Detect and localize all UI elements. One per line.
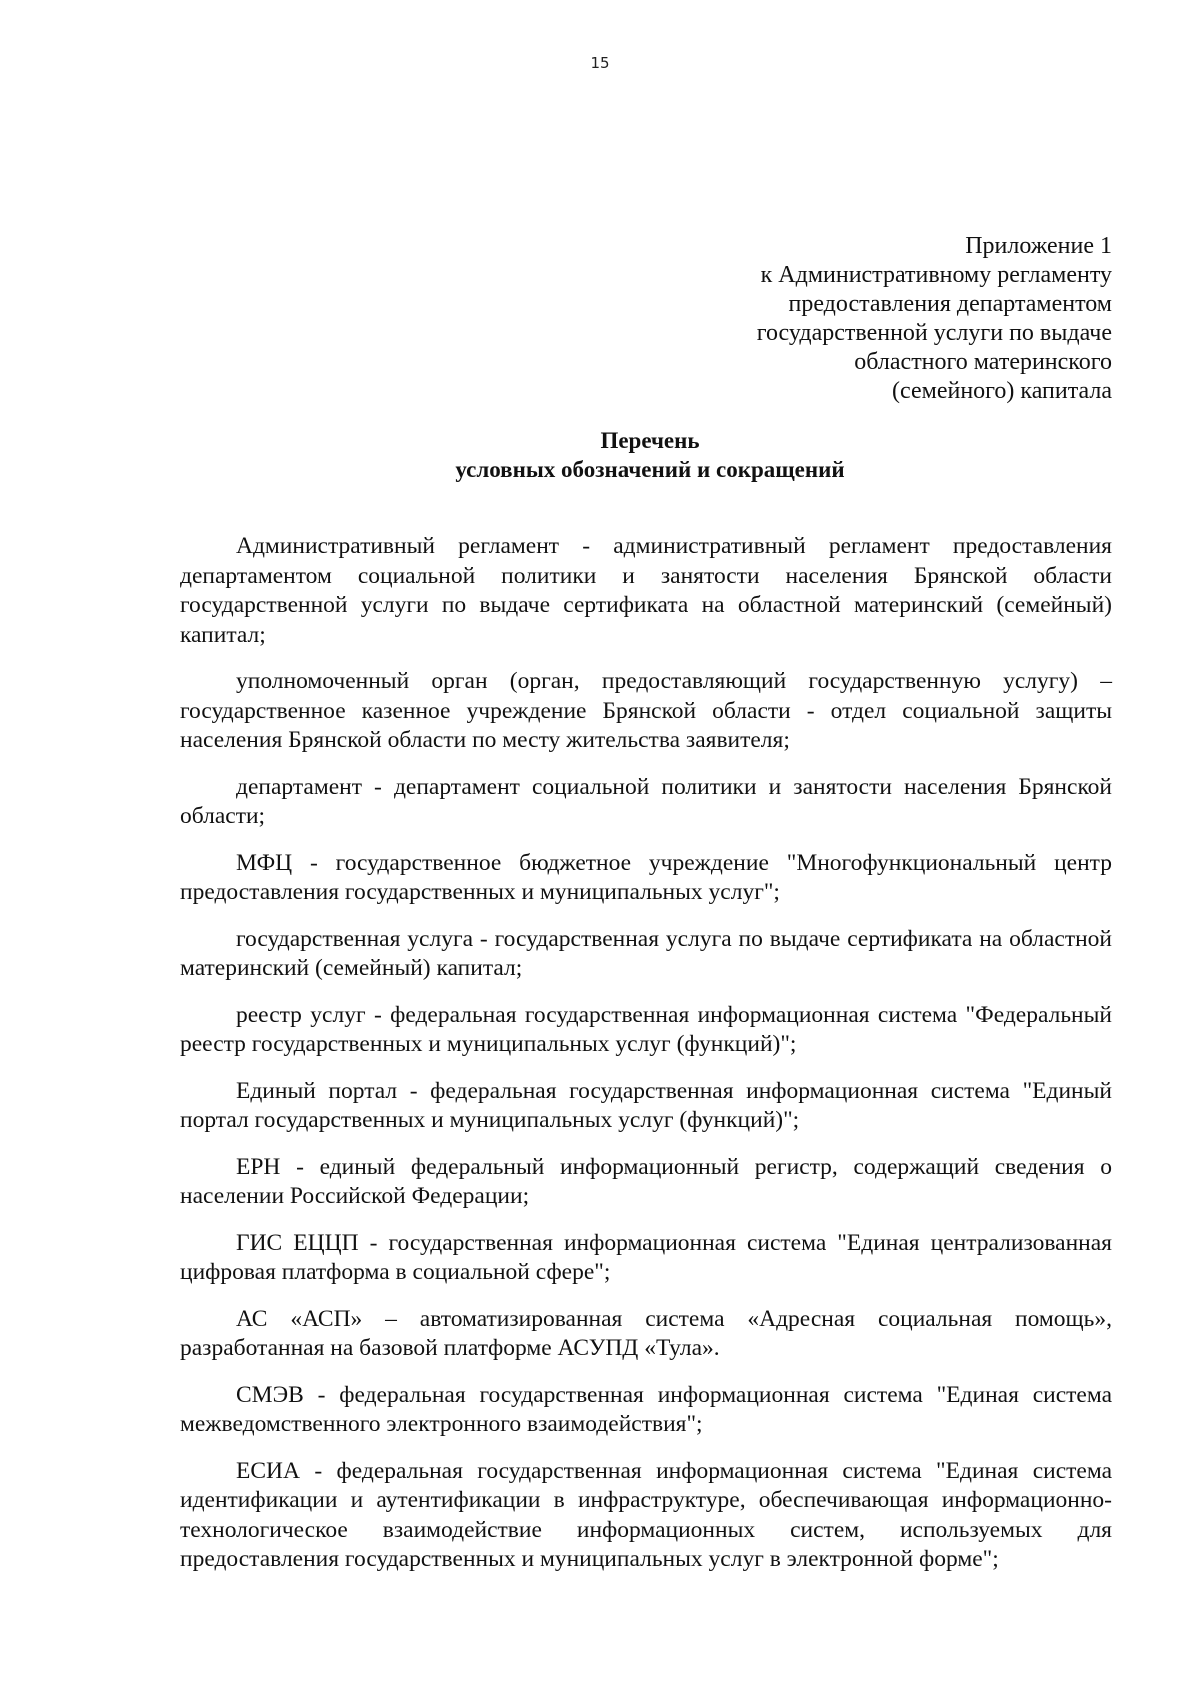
definition-paragraph: реестр услуг - федеральная государственная информационная система "Федеральный реестр государственных и муниципальных услуг (функций)"; bbox=[180, 1001, 1112, 1057]
definition-paragraph: ЕРН - единый федеральный информационный регистр, содержащий сведения о населении Российской Федерации; bbox=[180, 1153, 1112, 1209]
definition-paragraph: государственная услуга - государственная услуга по выдаче сертификата на областной материнский (семейный) капитал; bbox=[180, 925, 1112, 981]
appendix-line: (семейного) капитала bbox=[892, 378, 1112, 404]
definition-paragraph: СМЭВ - федеральная государственная информационная система "Единая система межведомственного электронного взаимодействия"; bbox=[180, 1381, 1112, 1437]
appendix-header bbox=[652, 232, 1112, 406]
heading-title: Перечень bbox=[600, 428, 700, 453]
appendix-line: предоставления департаментом bbox=[788, 291, 1112, 317]
definition-paragraph: Административный регламент - административный регламент предоставления департаментом социальной политики и занятости населения Брянской области государственной услуги по выдаче сертификата на областной материнский (семейный) капитал; bbox=[180, 533, 1112, 648]
appendix-line: государственной услуги по выдаче bbox=[756, 320, 1112, 346]
page-number: 15 bbox=[590, 54, 610, 72]
definition-paragraph: МФЦ - государственное бюджетное учреждение "Многофункциональный центр предоставления государственных и муниципальных услуг"; bbox=[180, 849, 1112, 905]
definition-paragraph: ЕСИА - федеральная государственная информационная система "Единая система идентификации и аутентификации в инфраструктуре, обеспечивающая информационно-технологическое взаимодействие информационных систем, используемых для предоставления государственных и муниципальных услуг в электронной форме"; bbox=[180, 1457, 1112, 1572]
definition-paragraph: АС «АСП» – автоматизированная система «Адресная социальная помощь», разработанная на базовой платформе АСУПД «Тула». bbox=[180, 1305, 1112, 1361]
appendix-line: Приложение 1 bbox=[965, 233, 1112, 259]
appendix-line: областного материнского bbox=[854, 349, 1112, 375]
appendix-line: к Административному регламенту bbox=[760, 262, 1112, 288]
definition-paragraph: ГИС ЕЦЦП - государственная информационная система "Единая централизованная цифровая платформа в социальной сфере"; bbox=[180, 1229, 1112, 1285]
heading-subtitle: условных обозначений и сокращений bbox=[455, 457, 845, 482]
document-heading bbox=[0, 426, 1200, 484]
definition-paragraph: Единый портал - федеральная государственная информационная система "Единый портал государственных и муниципальных услуг (функций)"; bbox=[180, 1077, 1112, 1133]
definition-paragraph: уполномоченный орган (орган, предоставляющий государственную услугу) – государственное казенное учреждение Брянской области - отдел социальной защиты населения Брянской области по месту жительства заявителя; bbox=[180, 668, 1112, 753]
definition-paragraph: департамент - департамент социальной политики и занятости населения Брянской области; bbox=[180, 773, 1112, 829]
definitions-list bbox=[180, 532, 1112, 1592]
